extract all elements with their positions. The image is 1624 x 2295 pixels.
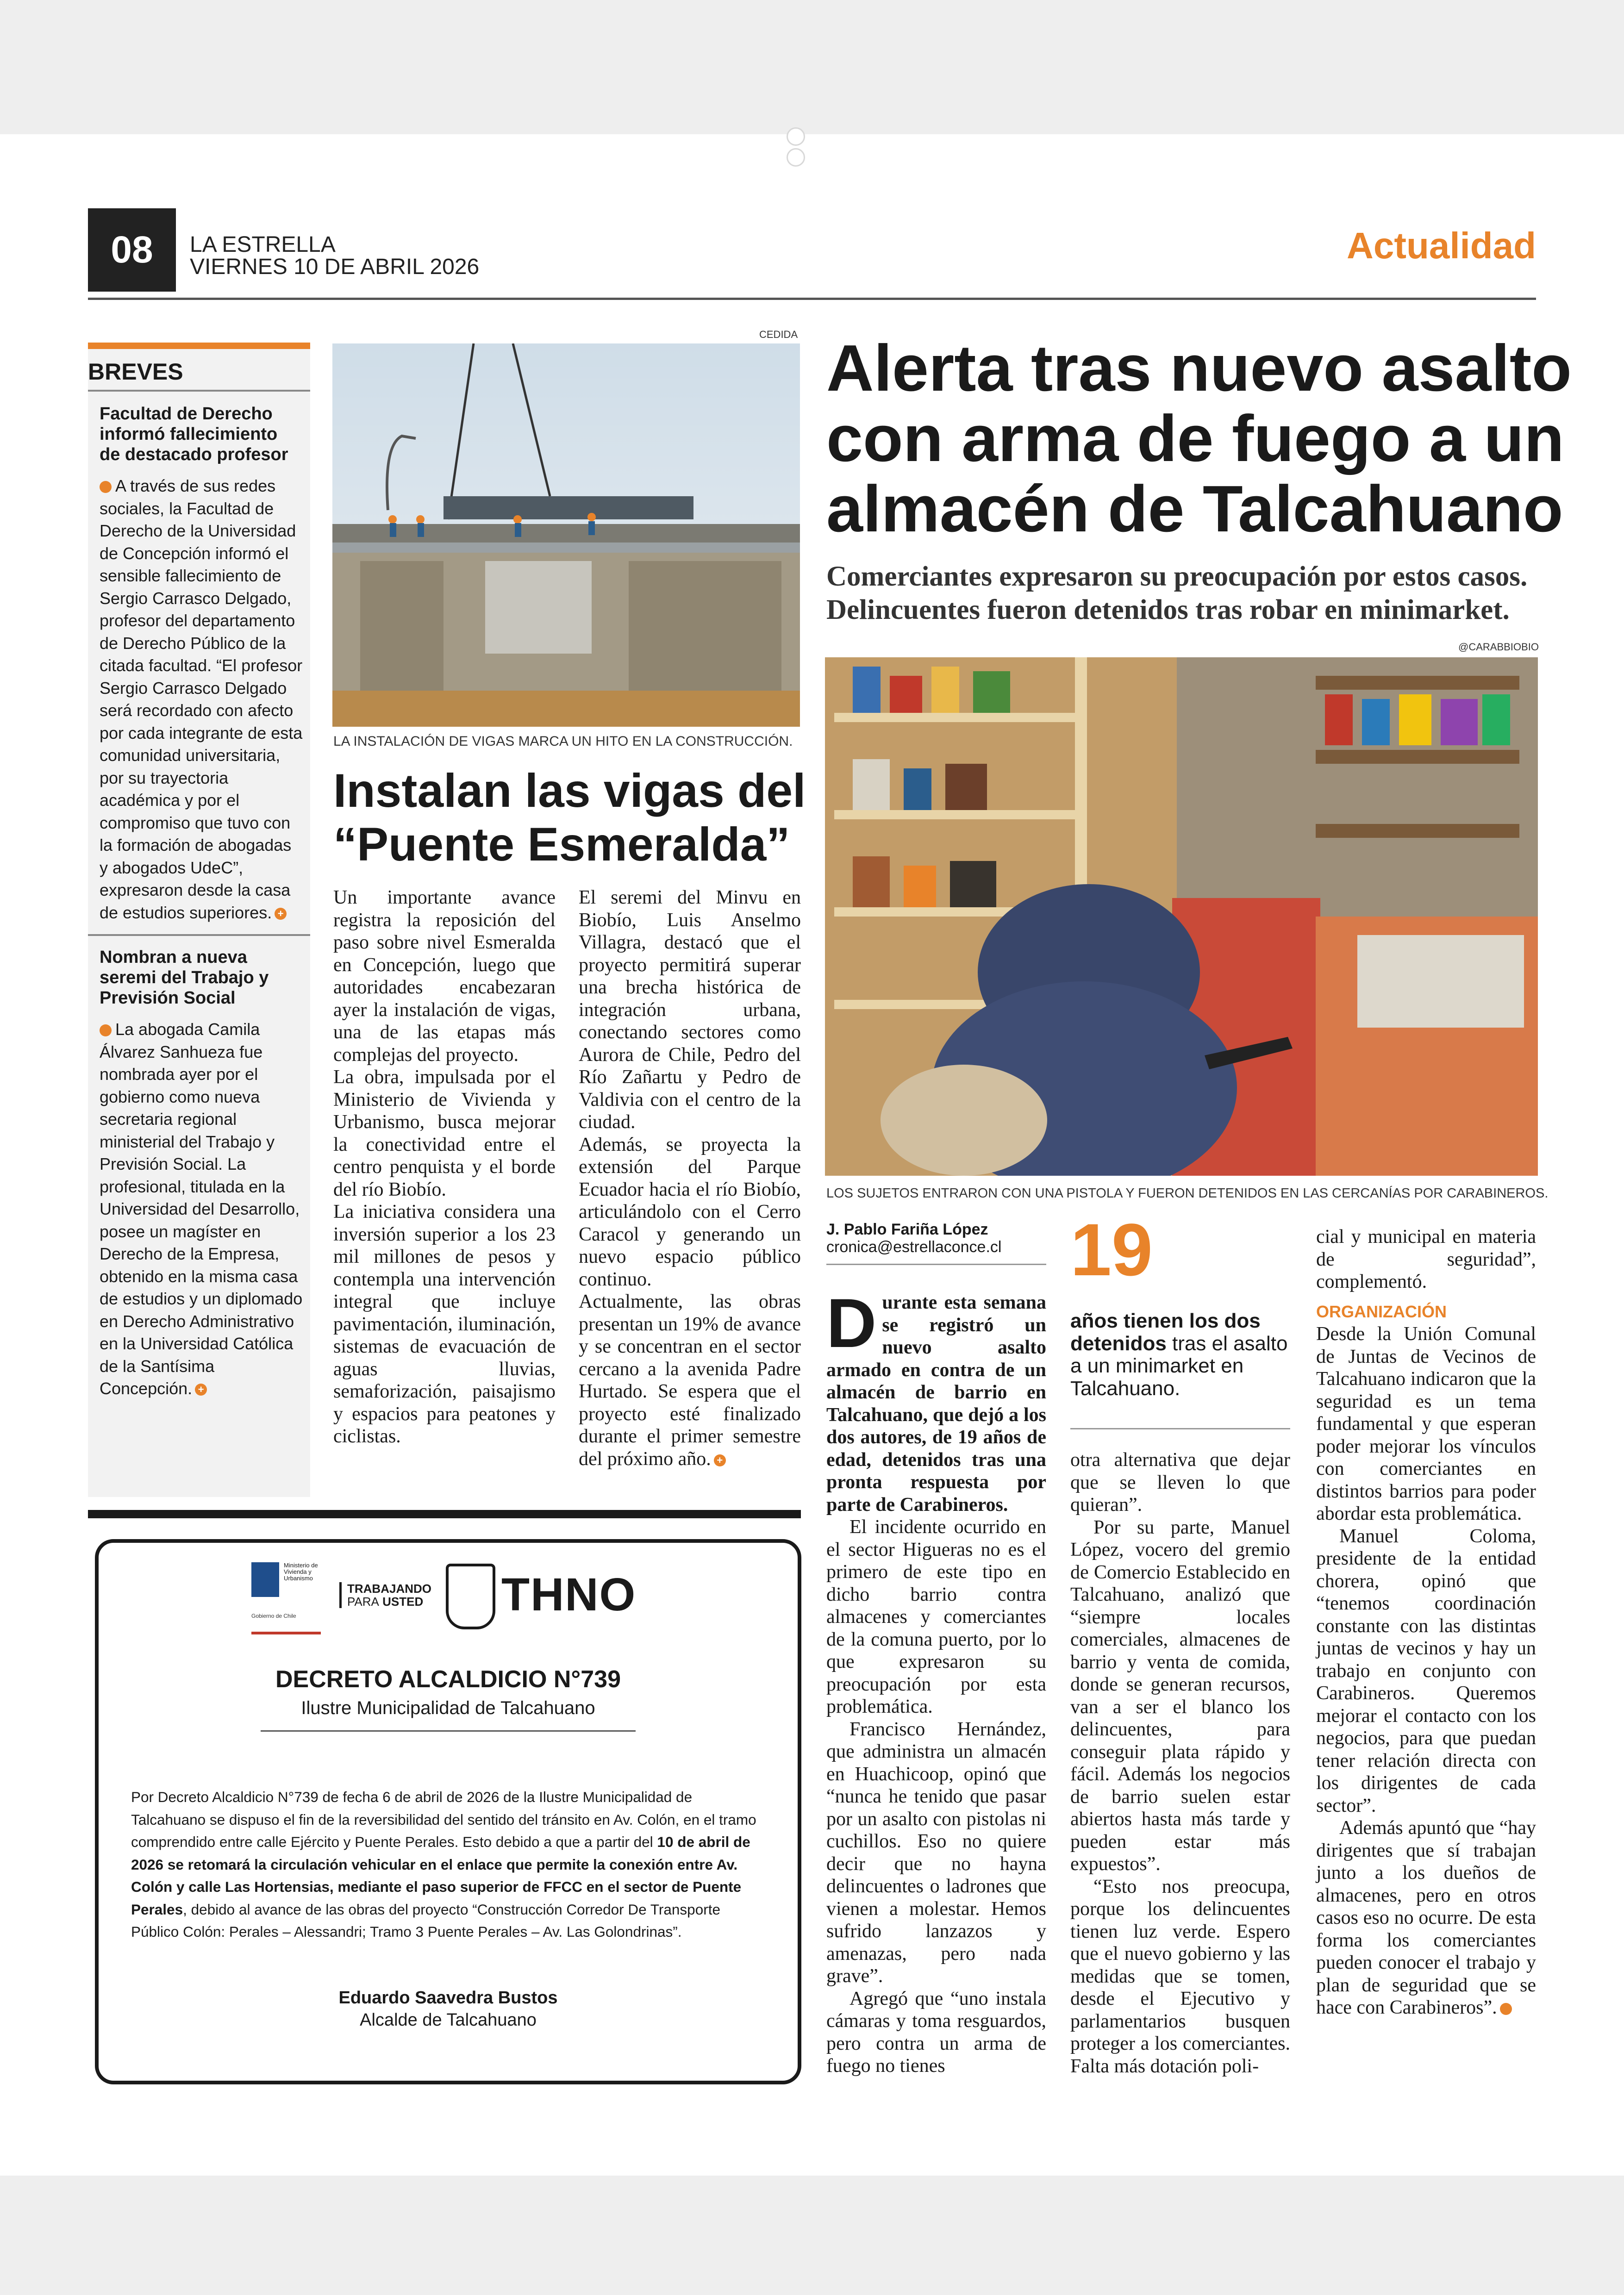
byline [826, 1221, 1001, 1256]
brief-title: Facultad de Derecho informó fallecimiento de destacado profesor [100, 404, 288, 464]
byline-email: cronica@estrellaconce.cl [826, 1238, 1002, 1256]
breves-rule [88, 934, 310, 936]
brief-text: La abogada Camila Álvarez Sanhueza fue nombrada ayer por el gobierno como nueva secretaria regional ministerial del Trabajo y Previsión Social. La profesional, titulada en la Universidad del Desarrollo, posee un magíster en Derecho de la Empresa, obtenido en la misma casa de estudios y un diplomado en Derecho Administrativo en la Universidad Católica de la Santísima Concepción. + [100, 1020, 303, 1398]
byline-rule [826, 1264, 1046, 1265]
bullet-icon [100, 481, 112, 493]
masthead [190, 234, 479, 278]
drop-cap: D [826, 1284, 877, 1362]
breves-heading: BREVES [88, 359, 183, 385]
brief-title: Nombran a nueva seremi del Trabajo y Previsión Social [100, 948, 269, 1008]
end-mark-icon: + [195, 1384, 207, 1396]
photo-caption: LOS SUJETOS ENTRARON CON UNA PISTOLA Y FUERON DETENIDOS EN LAS CERCANÍAS POR CARABINEROS. [826, 1186, 1549, 1201]
end-mark-icon: + [1500, 2003, 1512, 2015]
byline-name: J. Pablo Fariña López [826, 1221, 988, 1238]
decree-notice [95, 1539, 801, 2084]
section-divider [88, 1510, 801, 1518]
thno-logo: THNO [501, 1569, 637, 1621]
page-number: 08 [88, 208, 176, 292]
decree-rule [261, 1730, 636, 1732]
paper-name: LA ESTRELLA [190, 232, 336, 257]
decree-signer: Eduardo Saavedra Bustos [338, 1988, 558, 2008]
bridge-column-2: El seremi del Minvu en Biobío, Luis Anselmo Villagra, destacó que el proyecto permitirá superar una brecha histórica de integración urbana, conectando sectores como Aurora de Chile, Pedro del Río Zañartu y Pedro de Valdivia con el centro de la ciudad. Además, se proyecta la extensión del Parque Ecuador hacia el río Biobío, articulándolo con el Cerro Caracol y generando un nuevo espacio público continuo. Actualmente, las obras presentan un 19% de avance y se concentran en el sector cercano a la avenida Padre Hurtado. Se espera que el proyecto esté finalizado durante el primer semestre del próximo año. + [579, 887, 801, 1470]
decree-subtitle: Ilustre Municipalidad de Talcahuano [301, 1698, 595, 1718]
brief-text: A través de sus redes sociales, la Facultad de Derecho de la Universidad de Concepción informó el sensible fallecimiento de Sergio Carrasco Delgado, profesor del departamento de Derecho Público de la citada facultad. “El profesor Sergio Carrasco Delgado será recordado con afecto por cada integrante de esta comunidad universitaria, por su trayectoria académica y por el compromiso que tuvo con la formación de abogadas y abogados UdeC”, expresaron desde la casa de estudios superiores. + [100, 476, 303, 922]
photo-caption: LA INSTALACIÓN DE VIGAS MARCA UN HITO EN LA CONSTRUCCIÓN. [333, 734, 793, 749]
stat-text: años tienen los dos detenidos tras el asalto a un minimarket en Talcahuano. [1070, 1310, 1288, 1400]
bridge-photo [332, 343, 800, 727]
bridge-column-1: Un importante avance registra la reposición del paso sobre nivel Esmeralda en Concepción, luego que autoridades encabezaran ayer la instalación de vigas, una de las etapas más complejas del proyecto. La obra, impulsada por el Ministerio de Vivienda y Urbanismo, busca mejorar la conectividad entre el centro penquista y el borde del río Biobío. La iniciativa considera una inversión superior a los 23 mil millones de pesos y contempla una intervención integral que incluye pavimentación, iluminación, sistemas de evacuación de aguas lluvias, semaforización, paisajismo y espacios para peatones y ciclistas. [333, 887, 556, 1447]
decree-body: Por Decreto Alcaldicio N°739 de fecha 6 de abril de 2026 de la Ilustre Municipalidad de Talcahuano se dispuso el fin de la reversibilidad del sentido del tránsito en Av. Colón, en el tramo comprendido entre calle Ejército y Puente Perales. Esto debido a que a partir del 10 de abril de 2026 se retomará la circulación vehicular en el enlace que permite la conexión entre Av. Colón y calle Las Hortensias, mediante el paso superior de FFCC en el sector de Puente Perales, debido al avance de las obras del proyecto “Construcción Corredor De Transporte Público Colón: Perales – Alessandri; Tramo 3 Puente Perales – Av. Las Golondrinas”. [131, 1789, 756, 1940]
ministry-logo: Ministerio de Vivienda y Urbanismo Gobierno de Chile [251, 1562, 321, 1634]
municipal-crest-icon [446, 1564, 495, 1629]
decree-title: DECRETO ALCALDICIO N°739 [275, 1666, 621, 1693]
breves-column [88, 343, 310, 1497]
main-column-1: Durante esta semana se registró un nuevo asalto armado en contra de un almacén de barrio en Talcahuano, que dejó a los dos autores, de 19 años de edad, detenidos tras una pronta respuesta por parte de Carabineros. El incidente ocurrido en el sector Higueras no es el primero de este tipo en dicho barrio contra almacenes y comerciantes de la comuna puerto, por lo que expresaron su preocupación por esta problemática. Francisco Hernández, que administra un almacén en Huachicoop, opinó que “nunca he tenido que pasar por un asalto con pistolas ni cuchillos. Eso no quiere decir que no hayna delincuentes o ladrones que vienen a molestar. Hemos sufrido lanzazos y amenazas, pero nada grave”. Agregó que “uno instala cámaras y toma resguardos, pero contra un arma de fuego no tienes [826, 1284, 1046, 2077]
robbery-photo [825, 657, 1538, 1176]
main-column-2: otra alternativa que dejar que se lleven lo que quieran”. Por su parte, Manuel López, vocero del gremio de Comercio Establecido en Talcahuano, analizó que “siempre locales comerciales, almacenes de barrio y venta de comida, donde se generan recursos, van a ser el blanco los delincuentes, para conseguir plata rápido y fácil. Además los negocios de barrio suelen estar abiertos hasta más tarde y pueden estar más expuestos”. “Esto nos preocupa, porque los delincuentes tienen luz verde. Espero que el nuevo gobierno y las medidas que se tomen, desde el Ejecutivo y parlamentarios busquen proteger a los comerciantes. Falta más dotación poli- [1070, 1449, 1290, 2077]
end-mark-icon: + [275, 908, 287, 920]
header-divider [88, 298, 1536, 300]
photo-credit: @CARABBIOBIO [1458, 641, 1539, 653]
gov-shield-icon [251, 1562, 279, 1597]
page-dot[interactable] [787, 148, 805, 167]
bridge-headline: Instalan las vigas del “Puente Esmeralda” [333, 764, 806, 871]
bullet-icon [100, 1024, 112, 1036]
page-dot[interactable] [787, 127, 805, 146]
stat-number: 19 [1070, 1208, 1153, 1291]
decree-signer-title: Alcalde de Talcahuano [360, 2010, 537, 2030]
subsection-heading: ORGANIZACIÓN [1316, 1302, 1447, 1321]
main-headline: Alerta tras nuevo asalto con arma de fuego a un almacén de Talcahuano [826, 331, 1572, 546]
main-column-3: cial y municipal en materia de seguridad”, complementó. ORGANIZACIÓN Desde la Unión Comunal de Juntas de Vecinos de Talcahuano indicaron que la seguridad es un tema fundamental y que esperan poder mejorar los vínculos con comerciantes en distintos barrios para poder abordar esta problemática. Manuel Coloma, presidente de la entidad chorera, opinó que “tenemos coordinación constante con las distintas juntas de vecinos y hay un trabajo en conjunto con Carabineros. Queremos mejorar el contacto con los negocios, para que puedan tener relación directa con los dirigentes de cada sector”. Además apuntó que “hay dirigentes que sí trabajan junto a los dueños de almacenes, pero en otros casos eso no ocurre. De esta forma los comerciantes pueden conocer el trabajo y plan de seguridad que se hace con Carabineros”. + [1316, 1226, 1536, 2018]
slogan: TRABAJANDO PARA USTED [339, 1582, 431, 1608]
stat-rule [1070, 1428, 1290, 1429]
end-mark-icon: + [714, 1454, 726, 1466]
main-subhead: Comerciantes expresaron su preocupación por estos casos. Delincuentes fueron detenidos tras robar en minimarket. [826, 561, 1528, 625]
issue-date: VIERNES 10 DE ABRIL 2026 [190, 255, 480, 279]
page-indicator[interactable] [780, 127, 840, 146]
photo-credit: CEDIDA [759, 329, 798, 340]
section-title: Actualidad [1347, 225, 1536, 266]
breves-rule [88, 390, 310, 392]
